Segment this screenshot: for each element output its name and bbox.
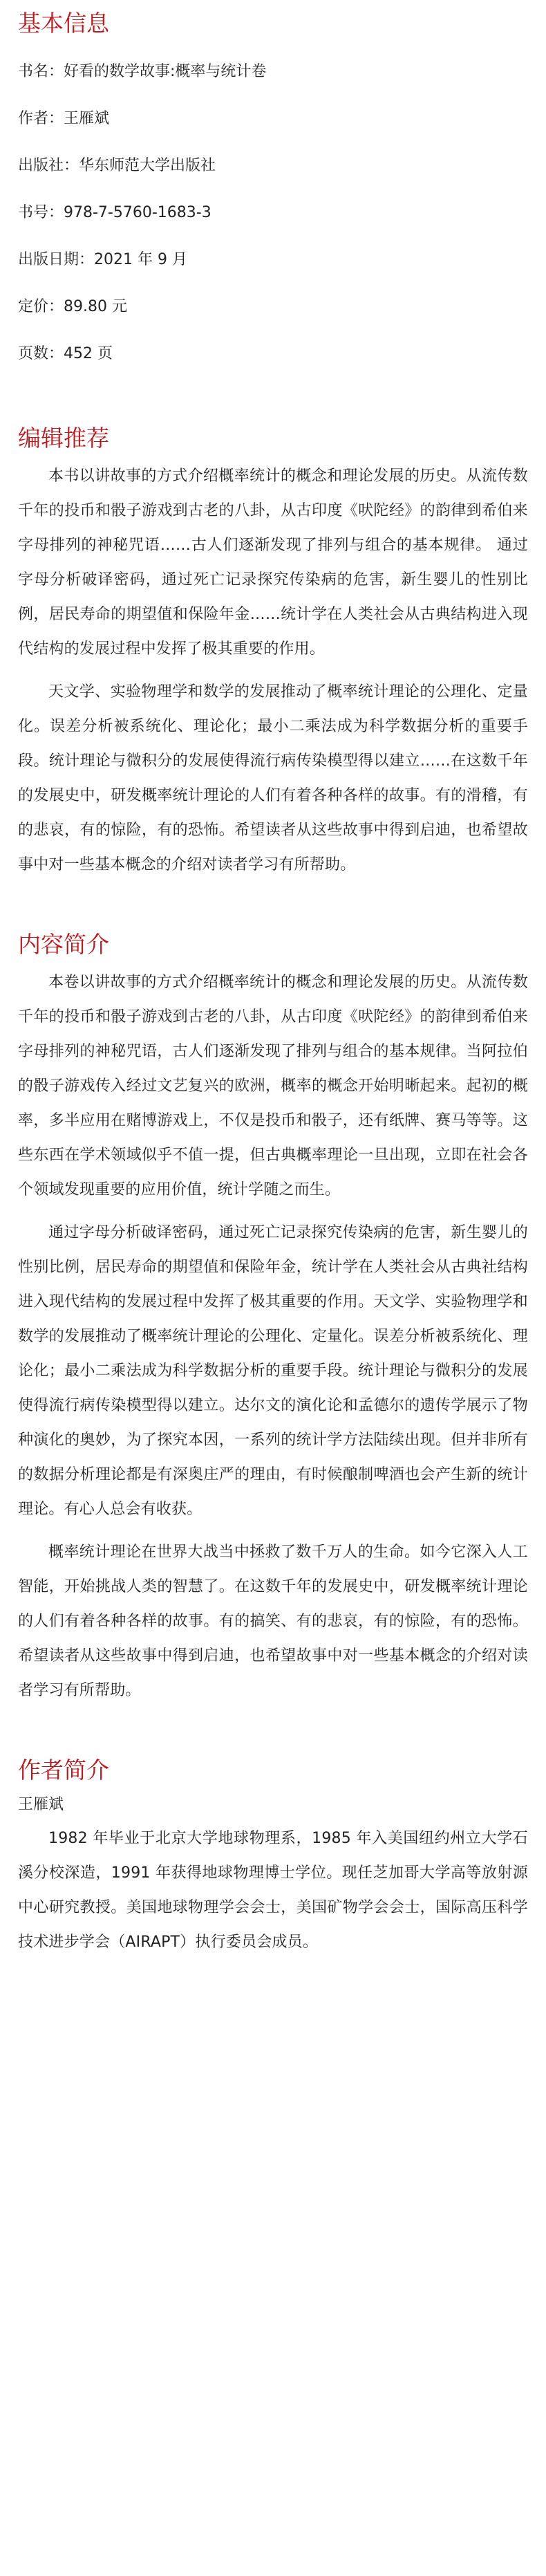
author-intro-title: 作者简介	[18, 1757, 109, 1783]
info-publisher: 出版社：华东师范大学出版社	[18, 157, 216, 174]
editor-recommendation-section	[18, 423, 528, 882]
author-name: 王雁斌	[18, 1796, 64, 1813]
editor-paragraph: 本书以讲故事的方式介绍概率统计的概念和理论发展的历史。从流传数千年的投币和骰子游戏到古老的八卦，从古印度《吠陀经》的韵律到希伯来字母排列的神秘咒语……古人们逐渐发现了排列与组合的基本规律。 通过字母分析破译密码，通过死亡记录探究传染病的危害，新生婴儿的性别比例，居民寿命的期望值和保险年金……统计学在人类社会从古典结构进入现代结构的发展过程中发挥了极其重要的作用。	[18, 467, 528, 658]
editor-recommendation-title: 编辑推荐	[18, 425, 109, 452]
editor-paragraph: 天文学、实验物理学和数学的发展推动了概率统计理论的公理化、定量化。误差分析被系统化、理论化；最小二乘法成为科学数据分析的重要手段。统计理论与微积分的发展使得流行病传染模型得以建立……在这数千年的发展史中，研发概率统计理论的人们有着各种各样的故事。有的滑稽，有的悲哀，有的惊险，有的恐怖。希望读者从这些故事中得到启迪，也希望故事中对一些基本概念的介绍对读者学习有所帮助。	[18, 683, 528, 873]
content-paragraph: 本卷以讲故事的方式介绍概率统计的概念和理论发展的历史。从流传数千年的投币和骰子游戏到古老的八卦，从古印度《吠陀经》的韵律到希伯来字母排列的神秘咒语，古人们逐渐发现了排列与组合的基本规律。当阿拉伯的骰子游戏传入经过文艺复兴的欧洲，概率的概念开始明晰起来。起初的概率，多半应用在赌博游戏上，不仅是投币和骰子，还有纸牌、赛马等等。这些东西在学术领域似乎不值一提，但古典概率理论一旦出现，立即在社会各个领域发现重要的应用价值，统计学随之而生。	[18, 974, 528, 1198]
info-author: 作者：王雁斌	[18, 110, 110, 127]
info-pages: 页数：452 页	[18, 345, 113, 362]
info-book-title: 书名：好看的数学故事:概率与统计卷	[18, 63, 267, 80]
content-intro-section	[18, 929, 528, 1708]
content-paragraph: 通过字母分析破译密码，通过死亡记录探究传染病的危害，新生婴儿的性别比例，居民寿命的期望值和保险年金，统计学在人类社会从古典社结构进入现代结构的发展过程中发挥了极其重要的作用。天文学、实验物理学和数学的发展推动了概率统计理论的公理化、定量化。误差分析被系统化、理论化；最小二乘法成为科学数据分析的重要手段。统计理论与微积分的发展使得流行病传染模型得以建立。达尔文的演化论和孟德尔的遗传学展示了物种演化的奥妙，为了探究本因，一系列的统计学方法陆续出现。但并非所有的数据分析理论都是有深奥庄严的理由，有时候酿制啤酒也会产生新的统计理论。有心人总会有收获。	[18, 1224, 528, 1518]
content-intro-title: 内容简介	[18, 931, 109, 958]
author-paragraph: 1982 年毕业于北京大学地球物理系，1985 年入美国纽约州立大学石溪分校深造，1991 年获得地球物理博士学位。现任芝加哥大学高等放射源中心研究教授。美国地球物理学会会士，美国矿物学会会士，国际高压科学技术进步学会（AIRAPT）执行委员会成员。	[18, 1830, 528, 1951]
content-paragraph: 概率统计理论在世界大战当中拯救了数千万人的生命。如今它深入人工智能，开始挑战人类的智慧了。在这数千年的发展史中，研发概率统计理论的人们有着各种各样的故事。有的搞笑、有的悲哀，有的惊险，有的恐怖。希望读者从这些故事中得到启迪，也希望故事中对一些基本概念的介绍对读者学习有所帮助。	[18, 1544, 528, 1699]
info-pub-date: 出版日期：2021 年 9 月	[18, 251, 187, 268]
basic-info-section	[18, 8, 528, 362]
info-price: 定价：89.80 元	[18, 298, 127, 315]
basic-info-title: 基本信息	[18, 10, 109, 37]
author-intro-section	[18, 1755, 528, 1960]
basic-info-list	[18, 64, 528, 362]
info-isbn: 书号：978-7-5760-1683-3	[18, 204, 211, 221]
